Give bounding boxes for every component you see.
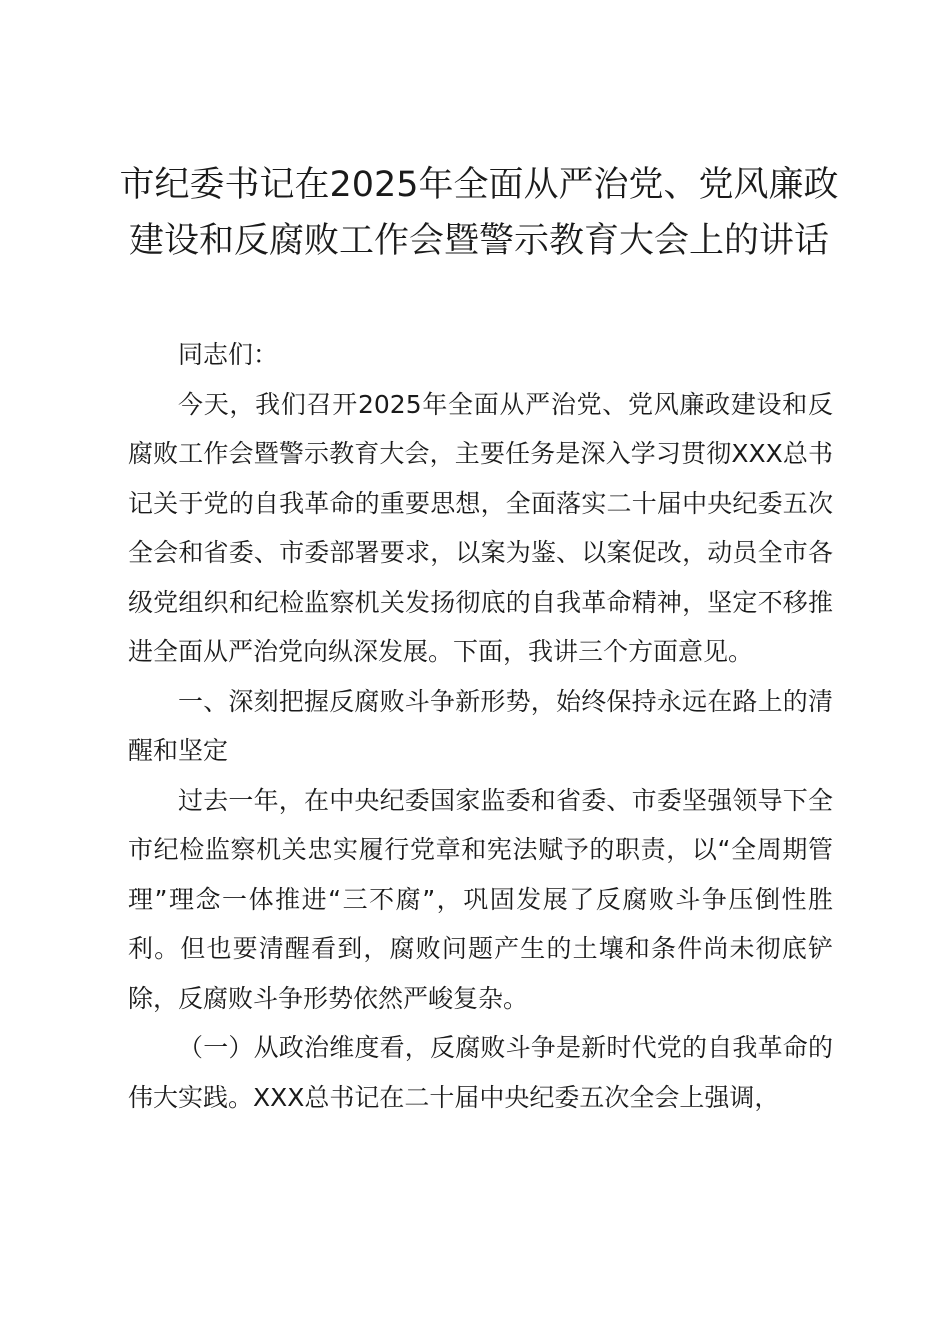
section-heading-1: 一、深刻把握反腐败斗争新形势，始终保持永远在路上的清醒和坚定: [128, 686, 833, 765]
section-1-paragraph: 过去一年，在中央纪委国家监委和省委、市委坚强领导下全市纪检监察机关忠实履行党章和宪法赋予的职责，以“全周期管理”理念一体推进“三不腐”，巩固发展了反腐败斗争压倒性胜利。但也要清醒看到，腐败问题产生的土壤和条件尚未彻底铲除，反腐败斗争形势依然严峻复杂。: [128, 785, 833, 1013]
subsection-1-paragraph: （一）从政治维度看，反腐败斗争是新时代党的自我革命的伟大实践。XXX总书记在二十届中央纪委五次全会上强调，: [128, 1033, 833, 1112]
salutation: 同志们：: [178, 340, 279, 369]
document-body: [128, 330, 833, 1122]
opening-paragraph: 今天，我们召开2025年全面从严治党、党风廉政建设和反腐败工作会暨警示教育大会，主要任务是深入学习贯彻XXX总书记关于党的自我革命的重要思想，全面落实二十届中央纪委五次全会和省委、市委部署要求，以案为鉴、以案促改，动员全市各级党组织和纪检监察机关发扬彻底的自我革命精神，坚定不移推进全面从严治党向纵深发展。下面，我讲三个方面意见。: [128, 389, 833, 666]
document-title: 市纪委书记在2025年全面从严治党、党风廉政建设和反腐败工作会暨警示教育大会上的讲话: [119, 165, 839, 261]
